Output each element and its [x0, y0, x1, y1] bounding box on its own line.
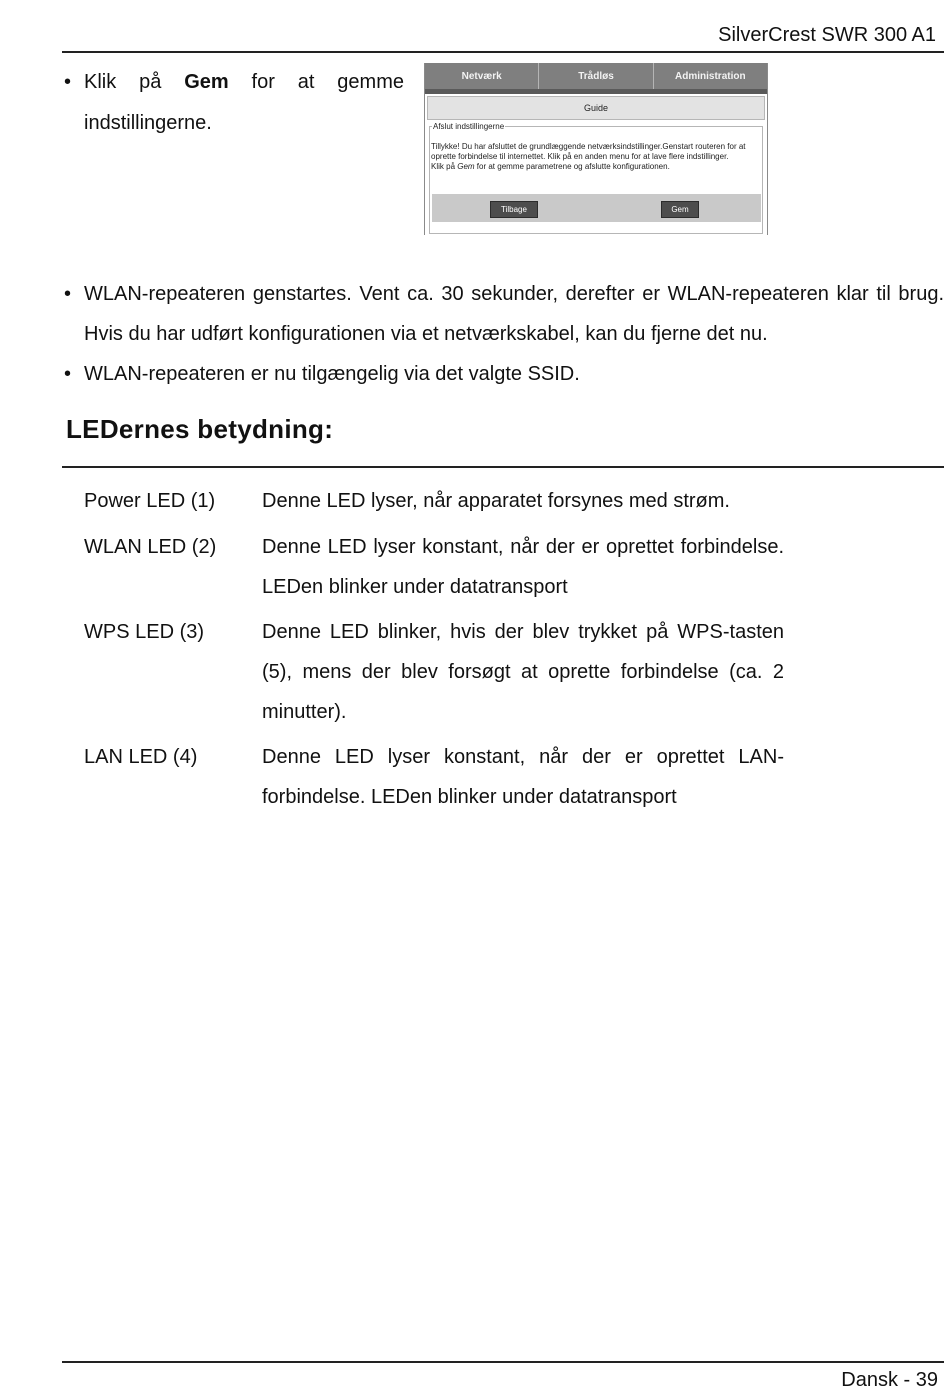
bullet-save-prefix: Klik på [84, 71, 185, 93]
led-name: Power LED (1) [84, 490, 216, 512]
led-description: Denne LED lyser konstant, når der er oprettet LAN-forbindelse. LEDen blinker under datatransport [262, 746, 784, 808]
finish-settings-message [431, 142, 757, 172]
message-line-1: Tillykke! Du har afsluttet de grundlæggende netværksindstillinger.Genstart routeren for at oprette forbindelse til internettet. Klik på en anden menu for at lave flere indstillinger. [431, 142, 746, 161]
section-rule [62, 466, 944, 468]
router-ui-screenshot [424, 63, 768, 235]
tab-traadloes[interactable]: Trådløs [539, 63, 653, 89]
message-line-2-suffix: for at gemme parametrene og afslutte konfigurationen. [474, 162, 670, 171]
led-name: WLAN LED (2) [84, 536, 217, 558]
message-line-2-prefix: Klik på [431, 162, 458, 171]
bullet-restart-text [84, 274, 944, 354]
footer-page-label: Dansk - 39 [841, 1369, 938, 1391]
bullet-dot: • [64, 71, 72, 93]
bullet-dot: • [64, 283, 72, 305]
bullet-save-suffix: for at gemme indstillingerne. [84, 71, 404, 134]
section-title: LEDernes betydning: [66, 414, 334, 444]
bullet-save-text [84, 62, 404, 144]
tab-netvaerk[interactable]: Netværk [425, 63, 539, 89]
bullet-save-keyword: Gem [184, 71, 229, 93]
finish-settings-legend: Afslut indstillingerne [433, 122, 505, 131]
bullet-restart [64, 274, 944, 354]
bullet-dot: • [64, 363, 72, 385]
led-description: Denne LED lyser, når apparatet forsynes med strøm. [262, 490, 730, 512]
header-rule [62, 51, 944, 53]
led-name: WPS LED (3) [84, 621, 205, 643]
tab-administration[interactable]: Administration [675, 70, 746, 82]
header-product-name: SilverCrest SWR 300 A1 [718, 24, 936, 46]
message-line-2-keyword: Gem [457, 162, 475, 171]
led-description: Denne LED blinker, hvis der blev trykket på WPS-tasten (5), mens der blev forsøgt at oprette forbindelse (ca. 2 minutter). [262, 621, 784, 723]
back-button[interactable]: Tilbage [490, 201, 538, 218]
message-line-2 [431, 162, 757, 172]
tab-underline-band [425, 89, 767, 94]
led-description: Denne LED lyser konstant, når der er oprettet forbindelse. LEDen blinker under datatransport [262, 536, 784, 598]
bullet-save-settings [64, 62, 404, 144]
bullet-ssid-text: WLAN-repeateren er nu tilgængelig via det valgte SSID. [84, 363, 580, 385]
bullet-restart-line-1: WLAN-repeateren genstartes. Vent ca. 30 sekunder, derefter er WLAN-repeateren klar til brug. [84, 283, 944, 305]
led-name: LAN LED (4) [84, 746, 198, 768]
bullet-restart-line-2: Hvis du har udført konfigurationen via et netværkskabel, kan du fjerne det nu. [84, 323, 768, 345]
router-tab-bar [425, 63, 767, 89]
bullet-ssid [64, 354, 944, 394]
save-button[interactable]: Gem [661, 201, 699, 218]
router-button-bar [432, 194, 761, 222]
guide-header: Guide [427, 96, 765, 120]
footer-rule [62, 1361, 944, 1363]
